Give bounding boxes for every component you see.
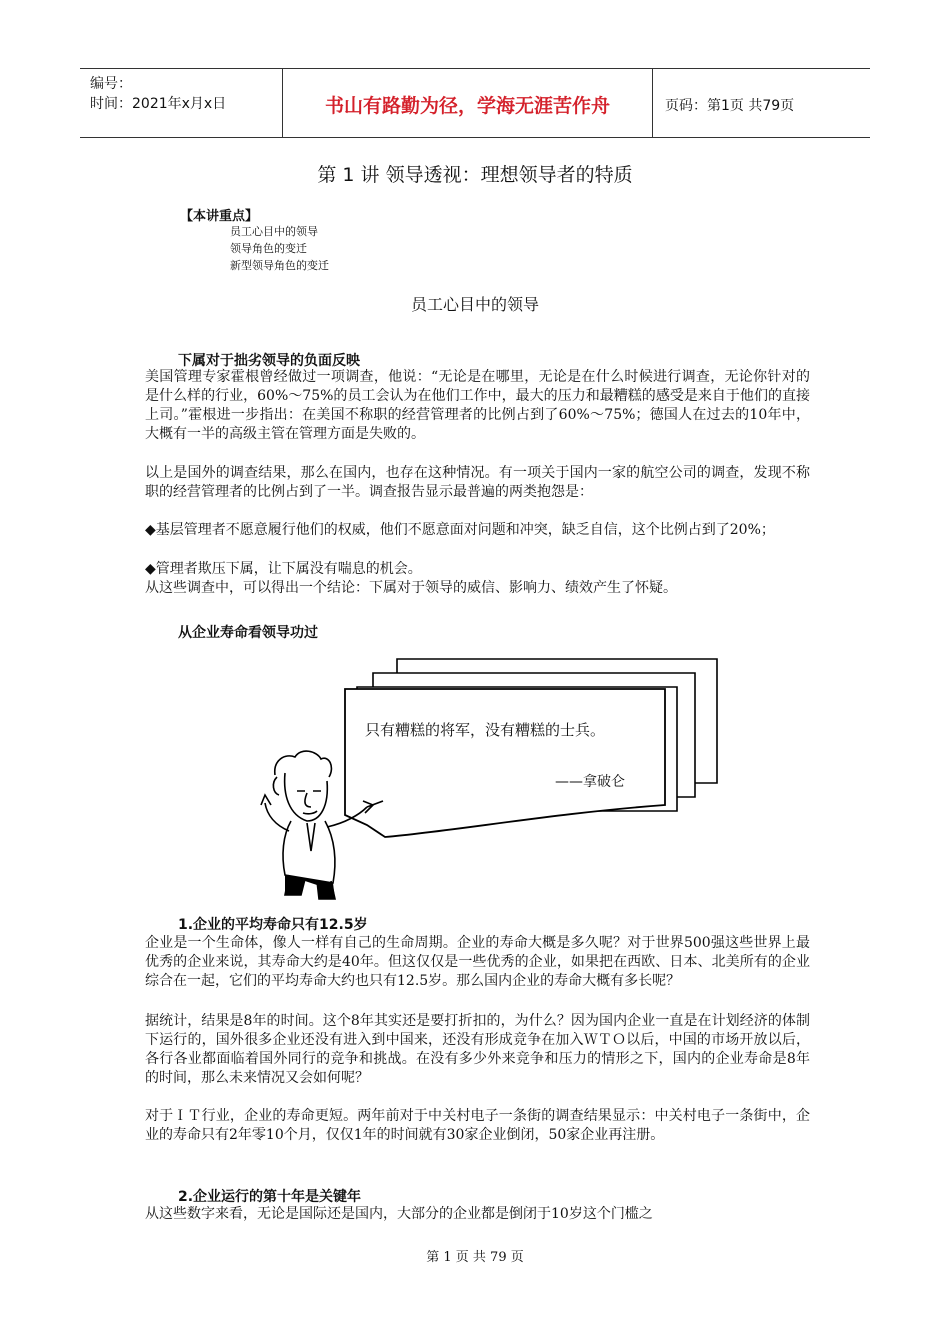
section-title: 员工心目中的领导: [410, 295, 539, 314]
page-code: 页码：第1页 共79页: [665, 98, 795, 114]
paragraph: 据统计，结果是8年的时间。这个8年其实还是要打折扣的，为什么？因为国内企业一直是在计划经济的体制下运行的，国外很多企业还没有进入到中国来，还没有形成竞争在加入ＷＴＯ以后，中国的市场开放以后，各行各业都面临着国外同行的竞争和挑战。在没有多少外来竞争和压力的情形之下，国内的企业寿命是8年的时间，那么未来情况又会如何呢？: [145, 1013, 810, 1086]
paragraph: ◆基层管理者不愿意履行他们的权威，他们不愿意面对问题和冲突，缺乏自信，这个比例占到了20%；: [145, 522, 775, 538]
heading-tenth-year: 2.企业运行的第十年是关键年: [178, 1189, 362, 1205]
paragraph: 从这些数字来看，无论是国际还是国内，大部分的企业都是倒闭于10岁这个门槛之: [145, 1206, 653, 1222]
header-motto-cell: [283, 69, 653, 137]
page-title: 第 1 讲 领导透视：理想领导者的特质: [317, 164, 633, 186]
header-left-cell: [80, 69, 283, 137]
quote-text: 只有糟糕的将军，没有糟糕的士兵。: [365, 721, 606, 739]
page-footer: 第 1 页 共 79 页: [426, 1250, 524, 1265]
paragraph: 以上是国外的调查结果，那么在国内，也存在这种情况。有一项关于国内一家的航空公司的调查，发现不称职的经营管理者的比例占到了一半。调查报告显示最普遍的两类抱怨是：: [145, 465, 810, 500]
paragraph: 企业是一个生命体，像人一样有自己的生命周期。企业的寿命大概是多久呢？对于世界500强这些世界上最优秀的企业来说，其寿命大约是40年。但这仅仅是一些优秀的企业，如果把在西欧、日本、北美所有的企业综合在一起，它们的平均寿命大约也只有12.5岁。那么国内企业的寿命大概有多长呢？: [145, 935, 810, 989]
quote-illustration: [255, 655, 735, 909]
quote-cards-graphic: [255, 655, 735, 905]
paragraph: 从这些调查中，可以得出一个结论：下属对于领导的威信、影响力、绩效产生了怀疑。: [145, 580, 677, 596]
keypoint-item: 员工心目中的领导: [230, 225, 318, 238]
heading-lifespan: 从企业寿命看领导功过: [178, 625, 318, 641]
number-label: 编号：: [90, 76, 132, 92]
paragraph: 对于ＩＴ行业，企业的寿命更短。两年前对于中关村电子一条街的调查结果显示：中关村电子一条街中，企业的寿命只有2年零10个月，仅仅1年的时间就有30家企业倒闭，50家企业再注册。: [145, 1108, 810, 1143]
keypoint-item: 领导角色的变迁: [230, 242, 307, 255]
keypoints-list: [230, 223, 329, 274]
quote-author: ——拿破仑: [555, 774, 625, 790]
keypoint-item: 新型领导角色的变迁: [230, 259, 329, 272]
header-page-cell: [653, 69, 870, 137]
date-label: 时间：2021年x月x日: [90, 96, 227, 112]
header-table: [80, 68, 870, 138]
motto: 书山有路勤为径，学海无涯苦作舟: [324, 95, 610, 117]
paragraph: ◆管理者欺压下属，让下属没有喘息的机会。: [145, 561, 422, 577]
paragraph: 美国管理专家霍根曾经做过一项调查，他说：“无论是在哪里，无论是在什么时候进行调查，无论你针对的是什么样的行业，60%～75%的员工会认为在他们工作中，最大的压力和最糟糕的感受是来自于他们的直接上司。”霍根进一步指出：在美国不称职的经营管理者的比例占到了60%～75%；德国人在过去的10年中，大概有一半的高级主管在管理方面是失败的。: [145, 369, 810, 442]
heading-average-lifespan: 1.企业的平均寿命只有12.5岁: [178, 917, 368, 933]
keypoints-title: 【本讲重点】: [180, 209, 259, 224]
heading-negative-feedback: 下属对于拙劣领导的负面反映: [178, 353, 360, 369]
